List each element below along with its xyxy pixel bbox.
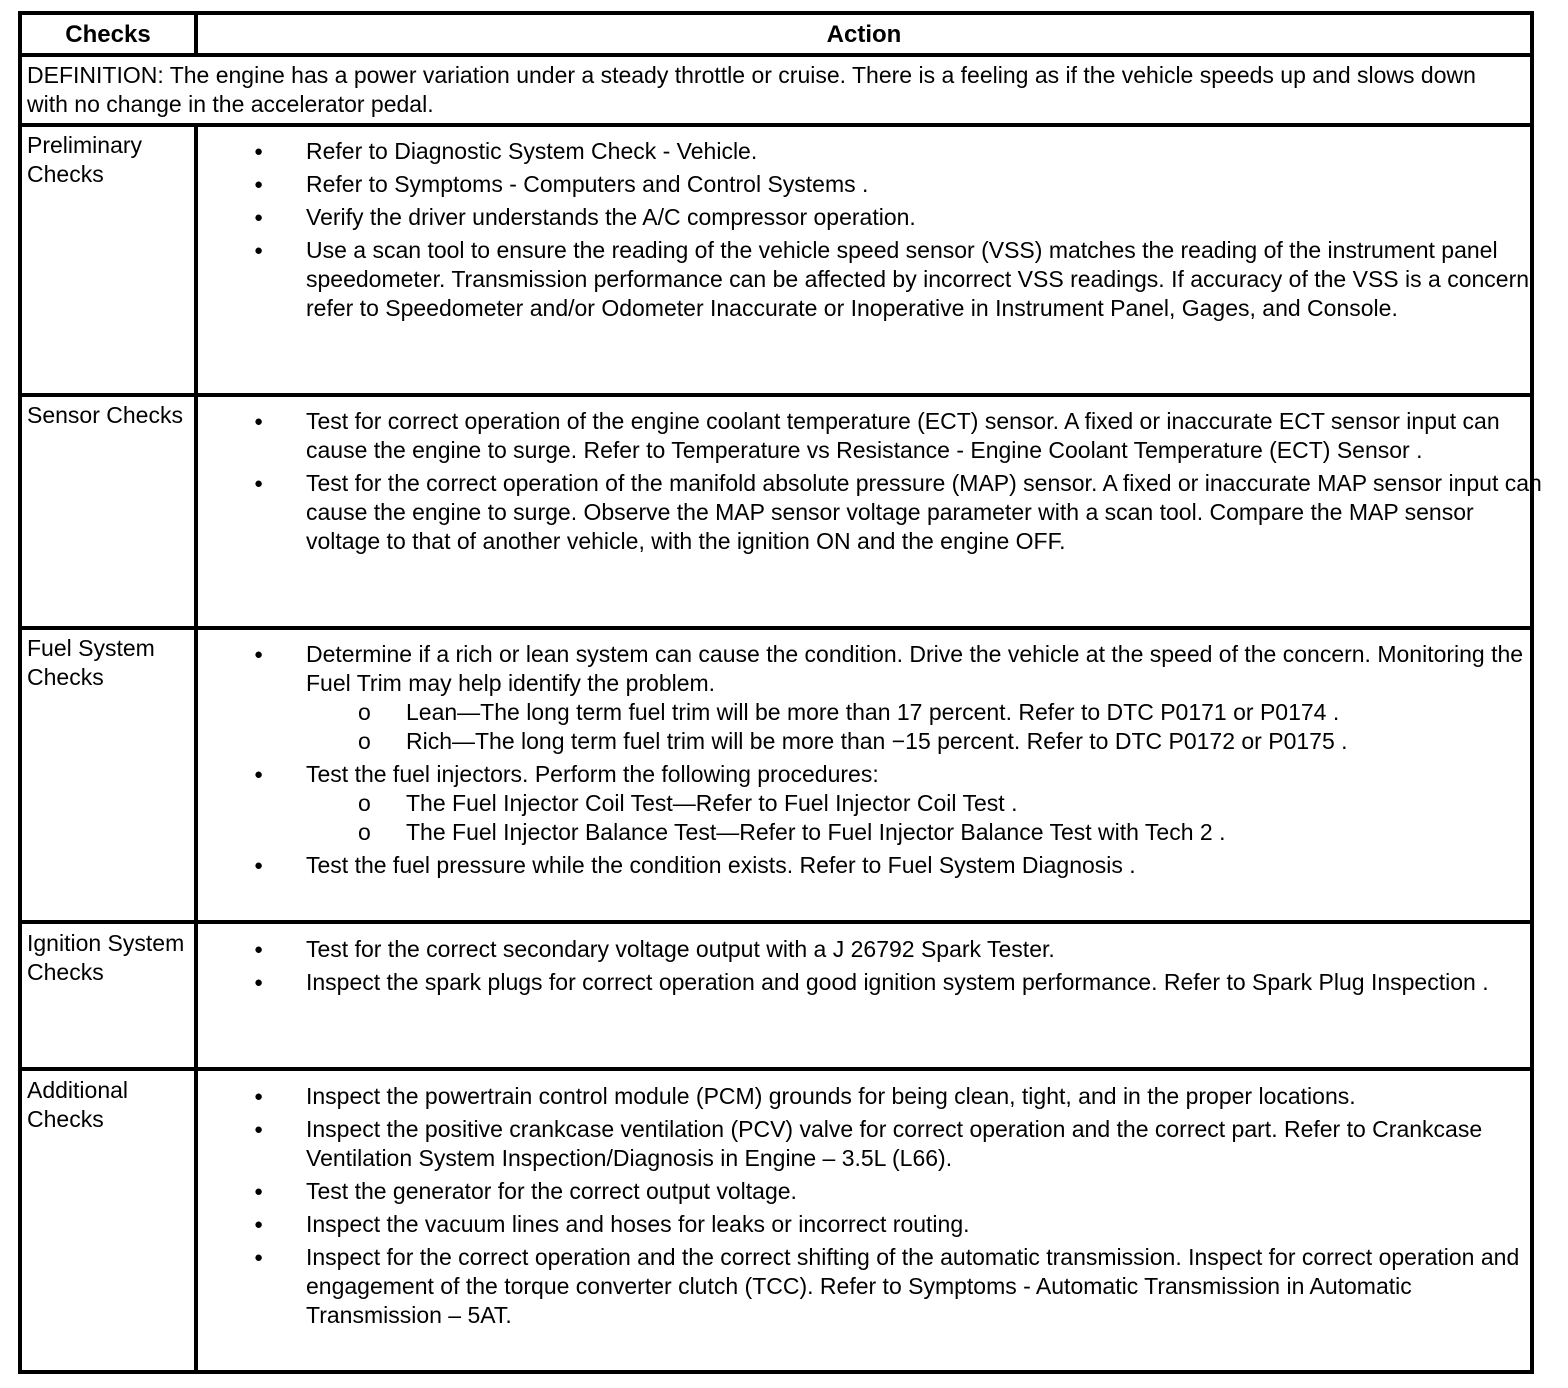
sub-list-item: o Lean—The long term fuel trim will be more than 17 percent. Refer to DTC P0171 or P0174 . bbox=[306, 698, 1542, 727]
sub-list bbox=[306, 789, 1542, 847]
sub-list-item: o Rich—The long term fuel trim will be more than −15 percent. Refer to DTC P0172 or P0175 . bbox=[306, 727, 1542, 756]
preliminary-checks-list bbox=[252, 137, 1542, 327]
additional-checks-list bbox=[252, 1082, 1542, 1334]
fuel-checks-list bbox=[252, 640, 1542, 884]
list-item: ● Test for the correct secondary voltage output with a J 26792 Spark Tester. bbox=[252, 935, 1542, 964]
list-item: ● Test for correct operation of the engine coolant temperature (ECT) sensor. A fixed or inaccurate ECT sensor input can cause the engine to surge. Refer to Temperature vs Resistance - Engine Coolant Temperature (ECT) Sensor . bbox=[252, 407, 1542, 465]
sub-list bbox=[306, 698, 1542, 756]
list-item: ● Inspect the vacuum lines and hoses for leaks or incorrect routing. bbox=[252, 1210, 1542, 1239]
list-item: ● Refer to Symptoms - Computers and Control Systems . bbox=[252, 170, 1542, 199]
ignition-checks-list bbox=[252, 935, 1542, 1001]
header-action: Action bbox=[826, 21, 902, 48]
list-item: ● Inspect the spark plugs for correct operation and good ignition system performance. Refer to Spark Plug Inspection . bbox=[252, 968, 1542, 997]
list-item bbox=[252, 640, 1542, 756]
list-item: ● Inspect the powertrain control module (PCM) grounds for being clean, tight, and in the proper locations. bbox=[252, 1082, 1542, 1111]
list-item bbox=[252, 760, 1542, 847]
row-divider bbox=[22, 1067, 1530, 1071]
header-checks: Checks bbox=[65, 21, 151, 48]
list-item: ● Inspect the positive crankcase ventilation (PCV) valve for correct operation and the correct part. Refer to Crankcase Ventilation System Inspection/Diagnosis in Engine – 3.5L (L66). bbox=[252, 1115, 1542, 1173]
row-divider bbox=[22, 393, 1530, 397]
sub-list-item: o The Fuel Injector Coil Test—Refer to Fuel Injector Coil Test . bbox=[306, 789, 1542, 818]
list-item: ● Inspect for the correct operation and the correct shifting of the automatic transmission. Inspect for correct operation and engagement of the torque converter clutch (TCC). Refer to Symptoms - Automatic Transmission in Automatic Transmission – 5AT. bbox=[252, 1243, 1542, 1330]
list-item-text: Test the fuel injectors. Perform the following procedures: bbox=[306, 761, 879, 787]
section-label-ignition: Ignition System Checks bbox=[27, 930, 185, 985]
row-divider bbox=[22, 123, 1530, 127]
row-divider bbox=[22, 920, 1530, 924]
list-item: ● Verify the driver understands the A/C compressor operation. bbox=[252, 203, 1542, 232]
list-item: ● Use a scan tool to ensure the reading of the vehicle speed sensor (VSS) matches the reading of the instrument panel speedometer. Transmission performance can be affected by incorrect VSS readings. If accuracy of the VSS is a concern, refer to Speedometer and/or Odometer Inaccurate or Inoperative in Instrument Panel, Gages, and Console. bbox=[252, 236, 1542, 323]
section-label-sensor: Sensor Checks bbox=[27, 402, 183, 428]
column-divider bbox=[194, 123, 198, 1370]
list-item: ● Test the fuel pressure while the condition exists. Refer to Fuel System Diagnosis . bbox=[252, 851, 1542, 880]
section-label-fuel: Fuel System Checks bbox=[27, 635, 155, 690]
list-item: ● Refer to Diagnostic System Check - Vehicle. bbox=[252, 137, 1542, 166]
diagnostic-table bbox=[18, 11, 1542, 1374]
sub-list-item: o The Fuel Injector Balance Test—Refer to Fuel Injector Balance Test with Tech 2 . bbox=[306, 818, 1542, 847]
row-divider bbox=[22, 626, 1530, 630]
section-label-preliminary: Preliminary Checks bbox=[27, 132, 143, 187]
list-item-text: Determine if a rich or lean system can cause the condition. Drive the vehicle at the speed of the concern. Monitoring the Fuel Trim may help identify the problem. bbox=[306, 641, 1524, 696]
list-item: ● Test the generator for the correct output voltage. bbox=[252, 1177, 1542, 1206]
section-label-additional: Additional Checks bbox=[27, 1077, 129, 1132]
list-item: ● Test for the correct operation of the manifold absolute pressure (MAP) sensor. A fixed or inaccurate MAP sensor input can cause the engine to surge. Observe the MAP sensor voltage parameter with a scan tool. Compare the MAP sensor voltage to that of another vehicle, with the ignition ON and the engine OFF. bbox=[252, 469, 1542, 556]
sensor-checks-list bbox=[252, 407, 1542, 560]
definition-text: DEFINITION: The engine has a power variation under a steady throttle or cruise. There is a feeling as if the vehicle speeds up and slows down with no change in the accelerator pedal. bbox=[27, 62, 1476, 117]
